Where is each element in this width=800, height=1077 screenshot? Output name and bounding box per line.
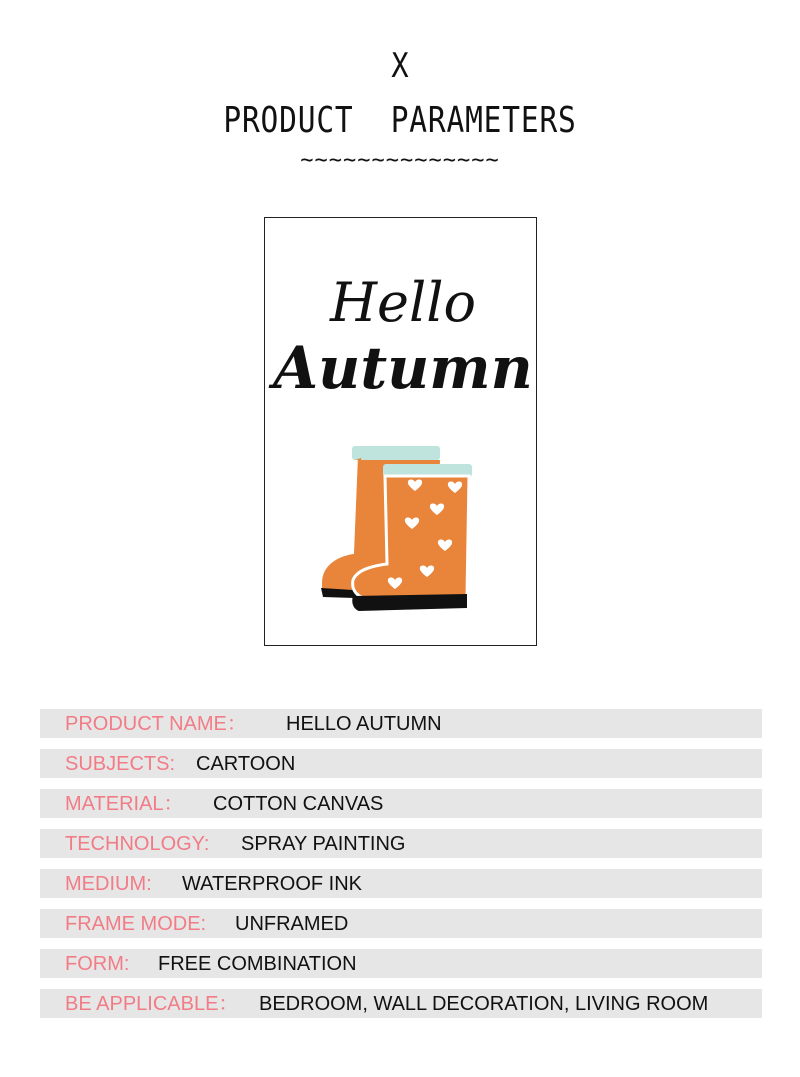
poster-line-hello: Hello — [329, 271, 477, 334]
param-label: FORM: — [65, 953, 130, 975]
close-mark: X — [391, 46, 409, 86]
param-label: TECHNOLOGY: — [65, 833, 210, 855]
page-title: PRODUCT PARAMETERS — [223, 100, 577, 141]
param-label: MEDIUM: — [65, 873, 152, 895]
param-label: BE APPLICABLE： — [65, 993, 239, 1015]
param-value: CARTOON — [196, 753, 296, 775]
param-row-frame-mode — [40, 909, 762, 938]
param-value: BEDROOM, WALL DECORATION, LIVING ROOM — [259, 993, 709, 1015]
title-divider: ~~~~~~~~~~~~~~ — [300, 148, 500, 173]
param-row-form — [40, 949, 762, 978]
param-row-material — [40, 789, 762, 818]
param-row-medium — [40, 869, 762, 898]
param-value: UNFRAMED — [235, 913, 349, 935]
param-row-technology — [40, 829, 762, 858]
rain-boots-icon — [321, 446, 472, 611]
param-row-product-name — [40, 709, 762, 738]
poster-line-autumn: Autumn — [273, 334, 533, 402]
param-row-be-applicable — [40, 989, 762, 1018]
param-value: SPRAY PAINTING — [241, 833, 406, 855]
param-row-subjects — [40, 749, 762, 778]
param-label: PRODUCT NAME： — [65, 713, 247, 735]
param-value: COTTON CANVAS — [213, 793, 384, 815]
product-poster — [264, 217, 537, 646]
param-label: MATERIAL： — [65, 793, 184, 815]
param-value: FREE COMBINATION — [158, 953, 357, 975]
param-value: HELLO AUTUMN — [286, 713, 442, 735]
poster-artwork — [265, 218, 538, 647]
param-label: SUBJECTS: — [65, 753, 176, 775]
param-value: WATERPROOF INK — [182, 873, 362, 895]
param-label: FRAME MODE: — [65, 913, 207, 935]
